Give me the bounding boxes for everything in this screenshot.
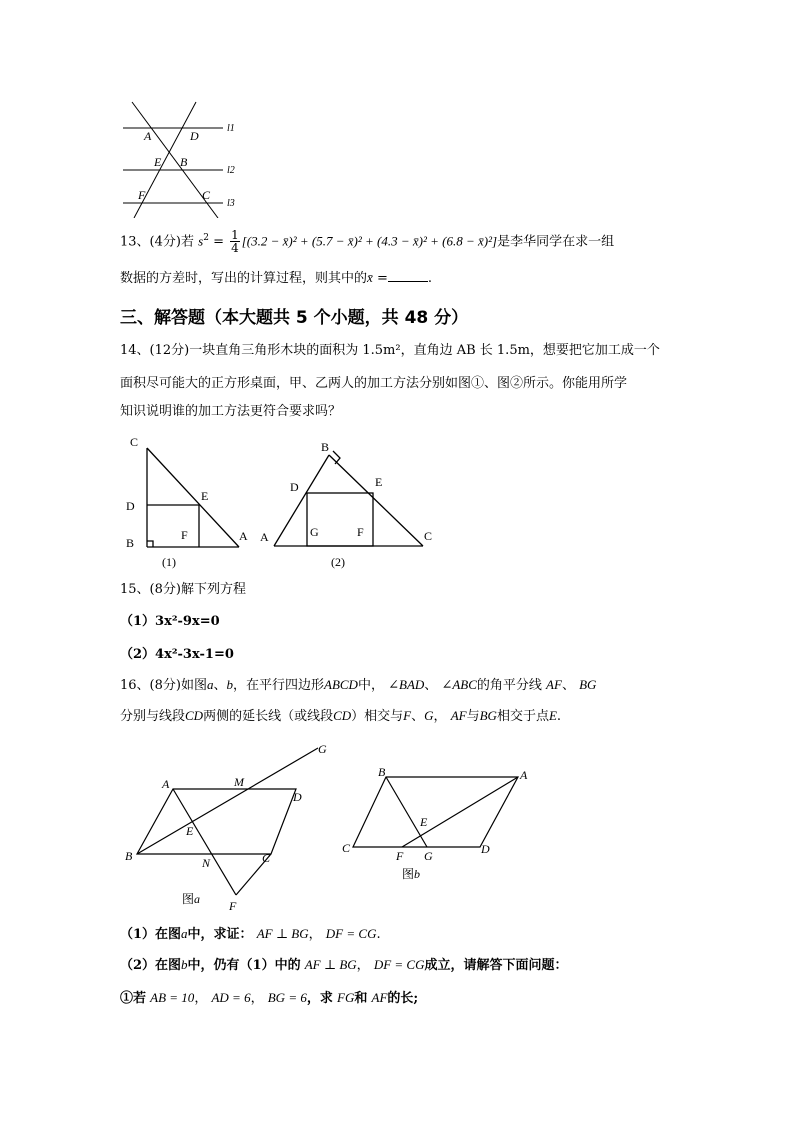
fig2-label-E: E xyxy=(375,475,383,489)
q16-p3-end: 的长; xyxy=(387,991,419,1006)
q16-line2-c: ）相交与 xyxy=(351,709,404,724)
figa-label-F: F xyxy=(229,899,237,913)
q16-p1-comma: ， xyxy=(308,927,322,942)
label-l1: l1 xyxy=(227,123,235,134)
fig1-label-B: B xyxy=(126,536,135,550)
q16-bg2: BG xyxy=(479,708,497,723)
q13-s: s xyxy=(198,233,204,249)
q16-part2 xyxy=(120,955,568,976)
figa-caption xyxy=(182,892,200,906)
q16-p3-a: ①若 xyxy=(120,991,147,1006)
q16-abcd: ABCD xyxy=(324,677,358,692)
q16-sep3: 、 xyxy=(561,678,575,693)
figa-label-E: E xyxy=(186,824,194,838)
q16-parallelogram-text: ，在平行四边形 xyxy=(232,678,324,693)
figb-label-F: F xyxy=(396,849,404,863)
fig1-label-A: A xyxy=(239,529,248,543)
q16-bg: BG xyxy=(579,677,597,692)
q13-number: 13、(4分) xyxy=(120,234,181,250)
fig2-label-A: A xyxy=(260,530,269,544)
q16-intro: 16、(8分)如图 xyxy=(120,678,207,693)
figa-caption-letter: a xyxy=(194,892,201,906)
q16-af2: AF xyxy=(450,708,467,723)
q16-p3-he: 和 xyxy=(354,991,368,1006)
q16-yu: 与 xyxy=(466,709,480,724)
figb-parallelogram xyxy=(353,777,518,847)
q13-fraction xyxy=(230,229,240,254)
figa-parallelogram xyxy=(137,789,296,854)
q16-p1-letter: a xyxy=(181,926,188,941)
fig2-label-B: B xyxy=(321,440,330,454)
q13-line2 xyxy=(120,268,432,289)
section3-title: 三、解答题（本大题共 5 个小题，共 48 分） xyxy=(120,308,469,328)
label-F: F xyxy=(138,188,146,202)
fig1-label-E: E xyxy=(201,489,209,503)
figb-label-C: C xyxy=(342,841,351,855)
fig1-label-C: C xyxy=(130,435,139,449)
q16-p3-bg: BG = 6 xyxy=(267,990,307,1005)
fig2-label-G: G xyxy=(310,525,319,539)
q13-answer-blank[interactable] xyxy=(388,269,428,282)
q16-af: AF xyxy=(546,677,562,692)
q16-fig-a: a xyxy=(206,677,214,692)
q16-p3-c2: ， xyxy=(250,991,264,1006)
q16-figure-b xyxy=(338,760,538,885)
q16-p2-b: 中，仍有（1）中的 xyxy=(187,958,301,973)
q13-formula: [(3.2 − x̄)² + (5.7 − x̄)² + (4.3 − x̄)² + (6.8 − x̄)²] xyxy=(241,233,498,249)
q16-angle-abc: ∠ABC xyxy=(441,677,477,692)
q13-frac-den: 4 xyxy=(231,241,239,256)
q16-p3-c1: ， xyxy=(194,991,208,1006)
figa-line-AF xyxy=(173,789,236,895)
label-E: E xyxy=(154,155,162,169)
q16-cd2: CD xyxy=(333,708,352,723)
q16-line2-d: 相交于点 xyxy=(496,709,549,724)
fig2-label-F: F xyxy=(357,525,364,539)
q16-period: . xyxy=(556,709,562,724)
fig1-side-CA xyxy=(147,448,239,547)
figb-label-A: A xyxy=(520,768,528,782)
fig2-caption: (2) xyxy=(331,555,345,569)
fig2-right-angle xyxy=(333,451,340,464)
figb-line-BG xyxy=(386,777,427,847)
q16-angle-bad: ∠BAD xyxy=(388,677,425,692)
label-l2: l2 xyxy=(227,165,235,176)
q15-eq1: （1）3x²-9x=0 xyxy=(120,614,220,629)
figb-label-E: E xyxy=(420,815,428,829)
figa-label-M: M xyxy=(234,775,244,789)
q16-comma: ， xyxy=(433,709,447,724)
q13-line1 xyxy=(120,228,614,254)
q13-s-sup: 2 xyxy=(203,233,209,243)
q14-figure-1 xyxy=(118,430,258,572)
q16-p2-letter: b xyxy=(181,957,188,972)
figb-label-G: G xyxy=(424,849,433,863)
q16-p2-c: 成立，请解答下面问题： xyxy=(424,958,568,973)
q13-equals: = xyxy=(213,234,224,250)
fig2-side-AB xyxy=(274,455,329,546)
q13-xbar: x̄ xyxy=(367,270,373,285)
figb-line-AF xyxy=(402,777,518,847)
q16-line2-b: 两侧的延长线（或线段 xyxy=(203,709,334,724)
q16-p2-comma: ， xyxy=(356,958,370,973)
figa-label-N: N xyxy=(202,856,211,870)
q13-suffix: 是李华同学在求一组 xyxy=(497,234,615,250)
q16-fig-b: b xyxy=(226,677,233,692)
fig2-side-BC xyxy=(329,455,423,546)
q15-eq2: （2）4x²-3x-1=0 xyxy=(120,647,234,662)
q16-p2-expr2: DF = CG xyxy=(373,957,425,972)
figa-label-D: D xyxy=(293,790,302,804)
q13-line2-text: 数据的方差时，写出的计算过程，则其中的 xyxy=(120,271,368,286)
q16-g: G xyxy=(424,708,434,723)
figb-label-D: D xyxy=(481,842,490,856)
q16-bisector-text: 的角平分线 xyxy=(476,678,542,693)
fig2-label-C: C xyxy=(424,529,433,543)
q16-sep: 、 xyxy=(213,678,227,693)
q16-part3 xyxy=(120,988,418,1009)
q14-line1: 14、(12分)一块直角三角形木块的面积为 1.5m²，直角边 AB 长 1.5m，想要把它加工成一个 xyxy=(120,343,660,358)
fig1-label-D: D xyxy=(126,499,135,513)
q14-line3: 知识说明谁的加工方法更符合要求吗？ xyxy=(120,404,342,419)
q16-p1-b: 中，求证： xyxy=(187,927,253,942)
label-D: D xyxy=(190,129,199,143)
q16-p2-a: （2）在图 xyxy=(120,958,182,973)
q14-figure-2 xyxy=(255,430,440,572)
q16-p3-fg: FG xyxy=(337,990,355,1005)
figa-label-B: B xyxy=(125,849,133,863)
q16-sep4: 、 xyxy=(411,709,425,724)
fig2-label-D: D xyxy=(290,480,299,494)
q16-figure-a xyxy=(118,738,343,916)
q16-p1-expr1: AF ⊥ BG xyxy=(256,926,309,941)
q16-p3-ad: AD = 6 xyxy=(211,990,251,1005)
label-C: C xyxy=(202,188,211,202)
q16-line2-a: 分别与线段 xyxy=(120,709,186,724)
q13-frac-num: 1 xyxy=(231,228,239,243)
figb-caption xyxy=(402,867,420,881)
q16-p1-end: . xyxy=(376,927,381,942)
q16-p3-b: ，求 xyxy=(306,991,333,1006)
q13-period: . xyxy=(427,271,432,286)
figb-label-B: B xyxy=(378,765,386,779)
figb-caption-letter: b xyxy=(414,867,421,881)
figa-label-C: C xyxy=(262,851,271,865)
figa-caption-text: 图 xyxy=(182,892,195,906)
fig1-right-angle xyxy=(147,541,153,547)
fig1-caption: (1) xyxy=(162,555,176,569)
q14-line2: 面积尽可能大的正方形桌面，甲、乙两人的加工方法分别如图①、图②所示。你能用所学 xyxy=(120,376,628,391)
figa-label-G: G xyxy=(318,742,327,756)
label-B: B xyxy=(180,155,188,169)
q13-equals2: = xyxy=(376,271,388,286)
q16-e: E xyxy=(548,708,557,723)
fig1-label-F: F xyxy=(181,528,188,542)
q16-line1 xyxy=(120,675,596,696)
q16-p1-a: （1）在图 xyxy=(120,927,182,942)
q16-p3-af: AF xyxy=(371,990,388,1005)
q16-p1-expr2: DF = CG xyxy=(325,926,377,941)
q13-prefix: 若 xyxy=(180,234,194,250)
q15-line1: 15、(8分)解下列方程 xyxy=(120,582,246,597)
label-l3: l3 xyxy=(227,198,235,209)
q16-in: 中， xyxy=(357,678,384,693)
q16-sep2: 、 xyxy=(424,678,438,693)
figa-label-A: A xyxy=(162,777,170,791)
q16-cd: CD xyxy=(185,708,204,723)
parallel-lines-figure xyxy=(118,100,248,218)
label-A: A xyxy=(144,129,152,143)
q16-part1 xyxy=(120,924,381,945)
q16-p3-ab: AB = 10 xyxy=(150,990,195,1005)
q16-line2 xyxy=(120,706,561,727)
q16-f: F xyxy=(403,708,412,723)
figb-caption-text: 图 xyxy=(402,867,415,881)
q16-p2-expr1: AF ⊥ BG xyxy=(304,957,357,972)
